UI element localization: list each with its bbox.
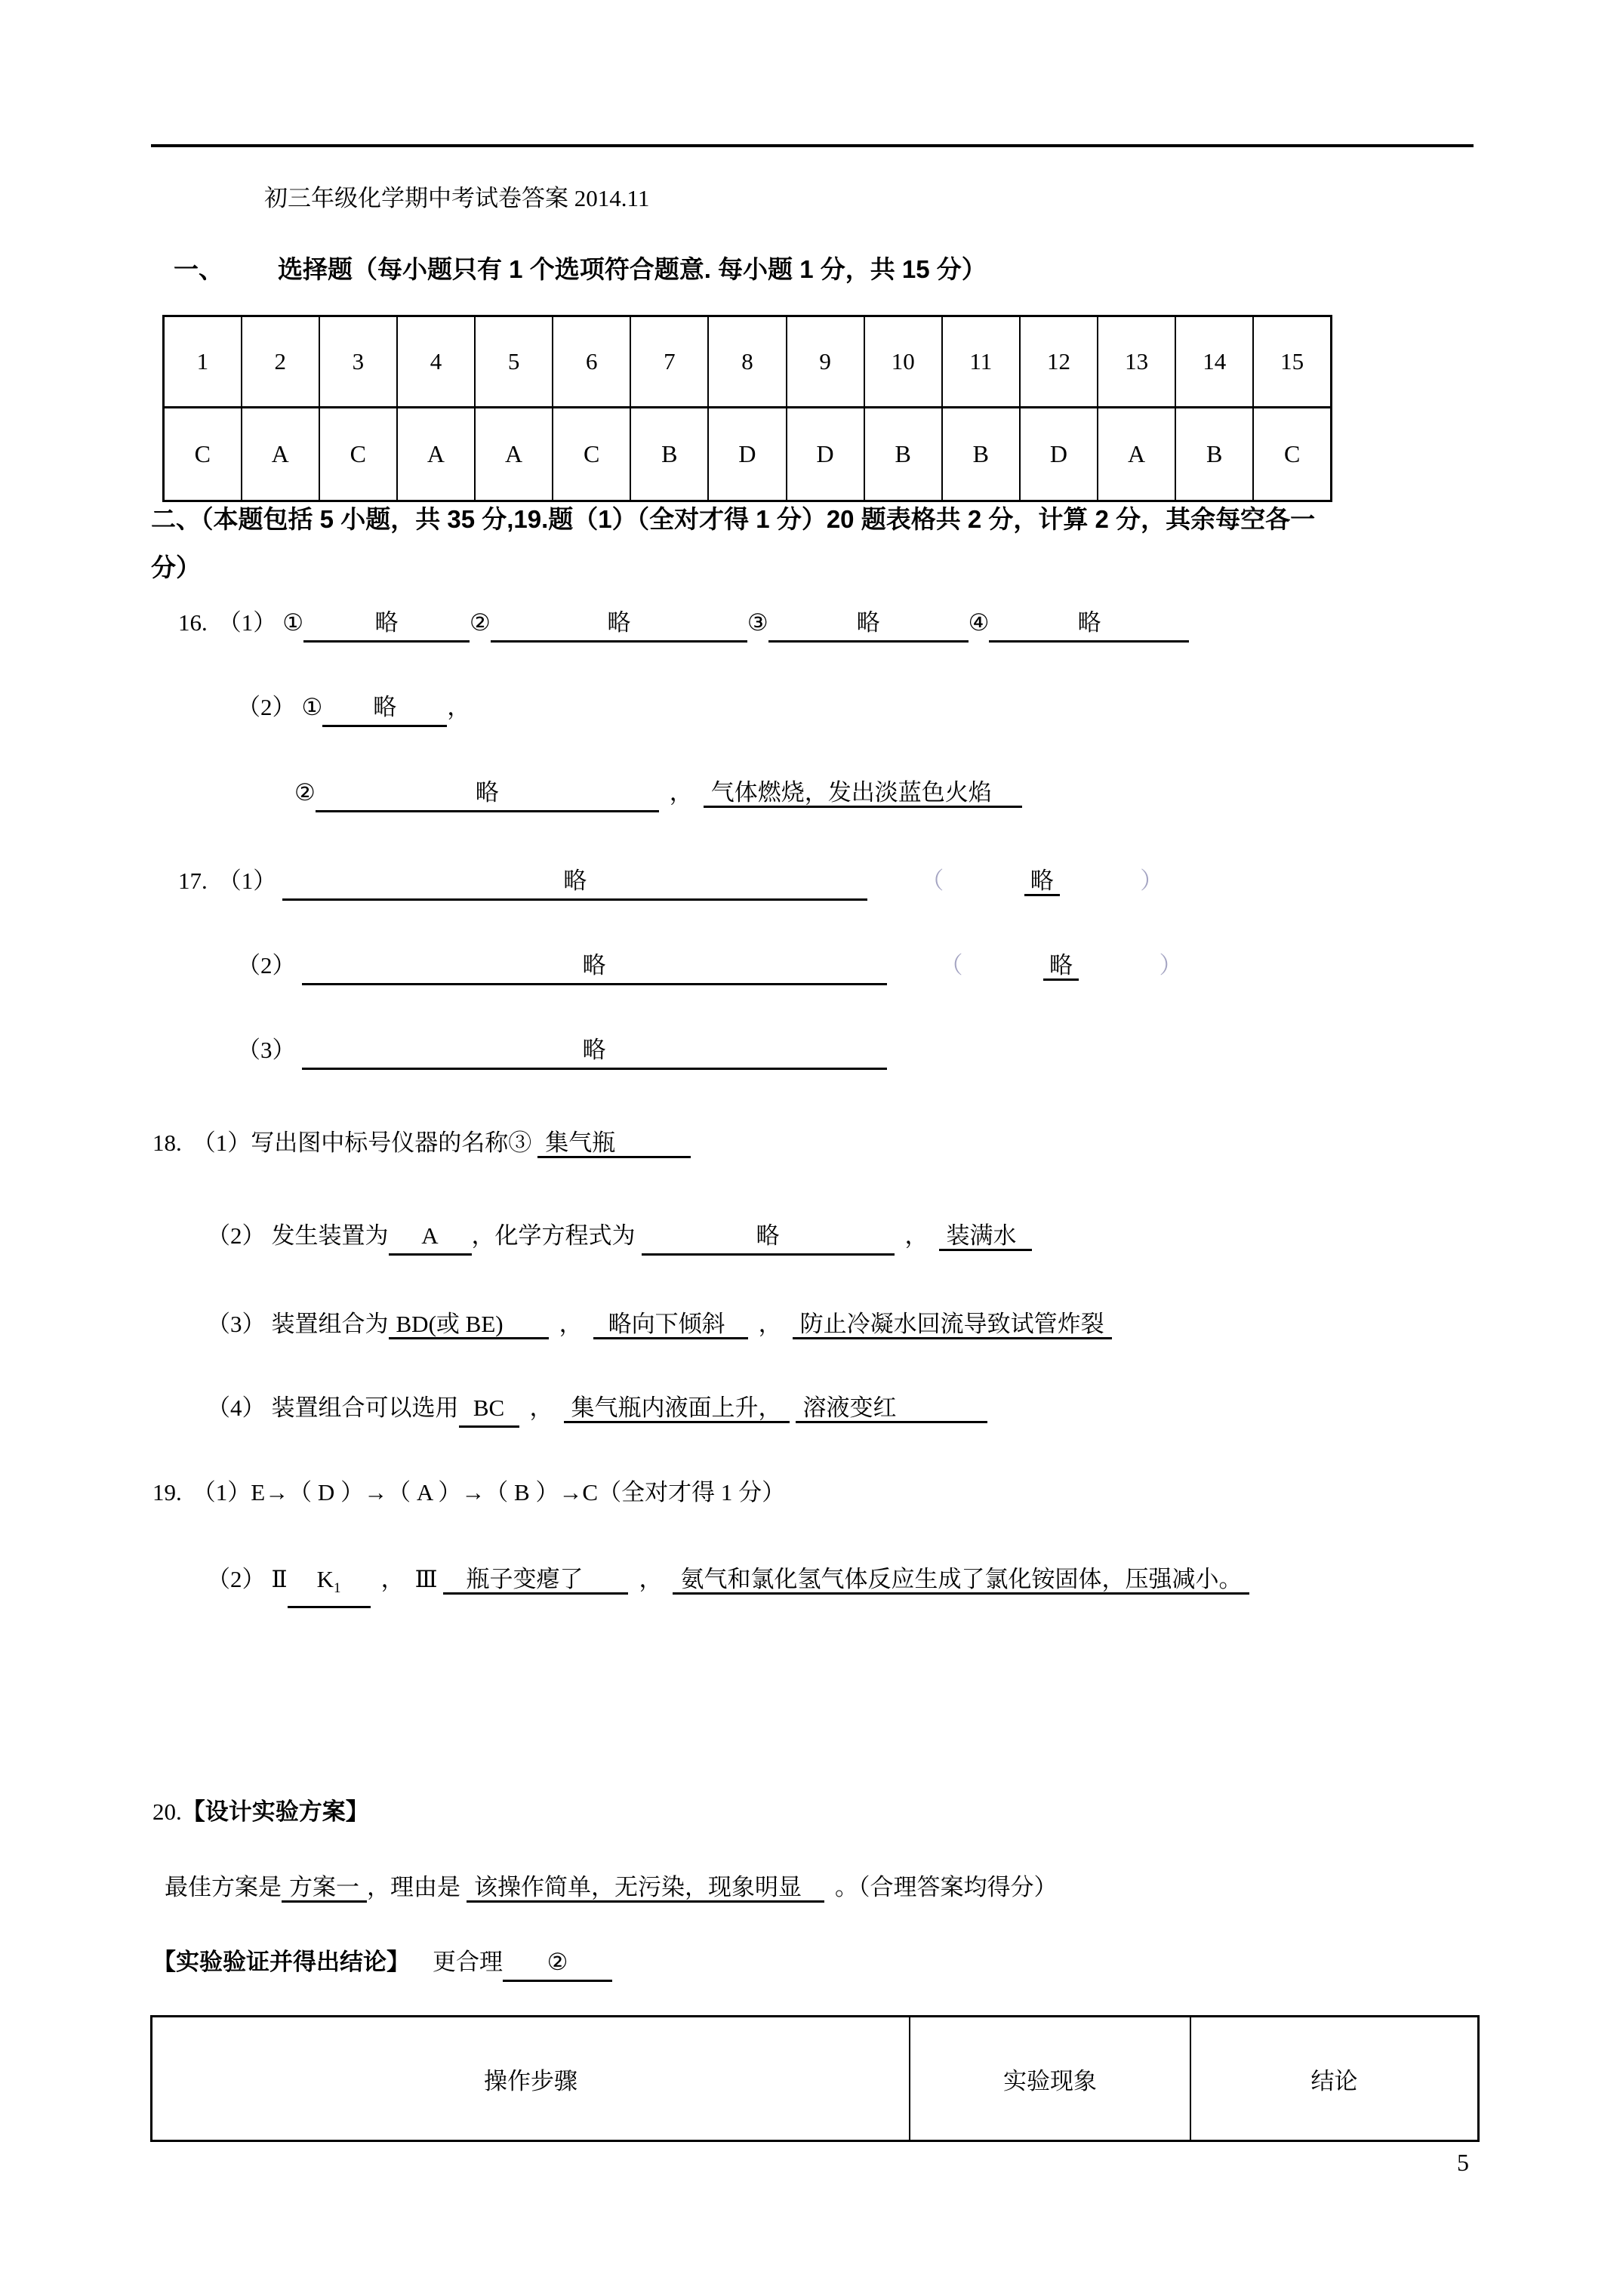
paren-answer-box: [963, 948, 1160, 983]
answer-k-subscript: 1: [334, 1580, 341, 1597]
answer-cell: C: [319, 408, 397, 501]
q17-row2-label: （2）: [237, 952, 296, 978]
question-number-cell: 9: [787, 316, 864, 408]
experiment-table-header-phenomenon: 实验现象: [910, 2017, 1190, 2141]
answer-blank: 略: [768, 606, 969, 643]
q16-part2b: [294, 775, 1022, 812]
question-number-cell: 8: [708, 316, 786, 408]
q16-part2-label: （2）: [237, 694, 296, 720]
experiment-table-header-row: [152, 2017, 1479, 2141]
q18-part2-text1: 发生装置为: [271, 1222, 389, 1249]
answer-blank: 略: [303, 606, 470, 643]
answer-cell: B: [864, 408, 942, 501]
q18-part1-label: （1）: [192, 1130, 251, 1156]
q20-head-text: 【设计实验方案】: [181, 1798, 369, 1825]
answer-table-number-row: [164, 316, 1332, 408]
answer-blank: 略: [282, 864, 867, 901]
comma: ，: [669, 779, 693, 806]
question-number-cell: 12: [1020, 316, 1098, 408]
question-number-cell: 2: [242, 316, 319, 408]
q19-part2: [207, 1562, 1249, 1608]
answer-cell: C: [1253, 408, 1331, 501]
question-number-cell: 6: [553, 316, 630, 408]
header-rule: [151, 144, 1474, 147]
circled-1: ①: [282, 609, 304, 636]
comma: ，: [447, 694, 471, 720]
answer-text: BD(或 BE): [389, 1311, 549, 1339]
q17-row1: [178, 864, 1163, 901]
q20-heading: [152, 1795, 369, 1829]
page-title: 初三年级化学期中考试卷答案 2014.11: [264, 185, 650, 211]
roman-III: Ⅲ: [414, 1566, 438, 1592]
section2-line2: 分）: [151, 553, 201, 581]
answer-cell: D: [787, 408, 864, 501]
experiment-table: [150, 2015, 1480, 2142]
q20-line1-text2: ，理由是: [367, 1874, 460, 1900]
q17-row3: [237, 1033, 887, 1070]
experiment-table-header-conclusion: 结论: [1190, 2017, 1478, 2141]
answer-blank: 略: [302, 1033, 887, 1070]
q17-row1-label: （1）: [217, 868, 277, 894]
q20-line1-text1: 最佳方案是: [165, 1874, 282, 1900]
answer-blank: A: [389, 1219, 472, 1256]
q16-part1: [178, 606, 1189, 643]
answer-k: K: [316, 1566, 334, 1592]
answer-cell: A: [397, 408, 475, 501]
q18-part2-text2: ，化学方程式为: [471, 1222, 636, 1249]
answer-text: 溶液变红: [796, 1395, 987, 1423]
q19-part1-text: E→（ D ）→（ A ）→（ B ）→C（全对才得 1 分）: [251, 1479, 786, 1505]
q17-row3-label: （3）: [237, 1037, 296, 1063]
circled-1: ①: [301, 694, 323, 720]
answer-cell: A: [475, 408, 553, 501]
answer-cell: A: [1098, 408, 1175, 501]
answer-text: 集气瓶: [537, 1130, 691, 1158]
answer-cell: D: [708, 408, 786, 501]
q17-number: 17.: [178, 868, 208, 894]
q18-part3-label: （3）: [207, 1311, 266, 1337]
question-number-cell: 1: [164, 316, 242, 408]
answer-text: 该操作简单，无污染，现象明显: [467, 1874, 824, 1903]
answer-text: 防止冷凝水回流导致试管炸裂: [793, 1311, 1112, 1339]
q18-part4: [207, 1391, 987, 1428]
answer-text: 集气瓶内液面上升，: [564, 1395, 790, 1423]
q20-number: 20.: [152, 1798, 182, 1825]
question-number-cell: 7: [630, 316, 708, 408]
question-number-cell: 5: [475, 316, 553, 408]
question-number-cell: 3: [319, 316, 397, 408]
answer-cell: C: [164, 408, 242, 501]
comma: ，: [758, 1311, 782, 1337]
comma: ，: [529, 1395, 553, 1421]
answer-cell: B: [1175, 408, 1253, 501]
open-paren: （: [939, 952, 963, 978]
q20-line2-head: 【实验验证并得出结论】: [152, 1949, 410, 1975]
answer-blank: 略: [322, 690, 447, 727]
answer-blank: 略: [642, 1219, 895, 1256]
question-number-cell: 4: [397, 316, 475, 408]
section2-line1: 二、（本题包括 5 小题，共 35 分,19.题（1）（全对才得 1 分）20 题表格共 2 分，计算 2 分，其余每空各一: [151, 505, 1316, 533]
answer-blank: 略: [989, 606, 1189, 643]
q16-part2: [237, 690, 470, 727]
open-paren: （: [920, 868, 944, 894]
roman-II: Ⅱ: [271, 1566, 288, 1592]
close-paren: ）: [1140, 868, 1164, 894]
paren-answer-box: [944, 864, 1140, 898]
section1-text: 选择题（每小题只有 1 个选项符合题意. 每小题 1 分，共 15 分）: [278, 255, 987, 283]
answer-cell: D: [1020, 408, 1098, 501]
answer-text: 略: [1024, 868, 1060, 896]
comma: ，: [559, 1311, 583, 1337]
answer-table: [162, 315, 1332, 502]
question-number-cell: 14: [1175, 316, 1253, 408]
q18-number: 18.: [152, 1130, 182, 1156]
q18-part4-text1: 装置组合可以选用: [271, 1395, 459, 1421]
q20-line1: [165, 1870, 1058, 1905]
q18-part1-text: 写出图中标号仪器的名称③: [251, 1130, 532, 1156]
answer-table-answer-row: [164, 408, 1332, 501]
q18-part4-label: （4）: [207, 1395, 266, 1421]
comma: ，: [639, 1566, 663, 1592]
q19-number: 19.: [152, 1479, 182, 1505]
q20-line2: [152, 1945, 612, 1982]
circled-4: ④: [968, 609, 990, 636]
q19-part1-label: （1）: [192, 1479, 251, 1505]
answer-text: 气体燃烧，发出淡蓝色火焰: [704, 779, 1022, 808]
q19-part2-label: （2）: [207, 1566, 266, 1592]
q16-part1-label: （1）: [217, 609, 277, 636]
q20-line1-text3: 。（合理答案均得分）: [835, 1874, 1058, 1900]
answer-text: 略向下倾斜: [593, 1311, 748, 1339]
question-number-cell: 13: [1098, 316, 1175, 408]
question-number-cell: 10: [864, 316, 942, 408]
q18-part2: [207, 1219, 1032, 1256]
q16-number: 16.: [178, 609, 208, 636]
section1-heading: [174, 252, 987, 287]
q20-line2-text: 更合理: [433, 1949, 503, 1975]
close-paren: ）: [1159, 952, 1183, 978]
q18-part3: [207, 1307, 1112, 1342]
q18-part3-text1: 装置组合为: [271, 1311, 389, 1337]
answer-cell: A: [242, 408, 319, 501]
answer-text: 氨气和氯化氢气体反应生成了氯化铵固体，压强减小。: [673, 1566, 1249, 1595]
answer-cell: B: [630, 408, 708, 501]
question-number-cell: 15: [1253, 316, 1331, 408]
q17-row2: [237, 948, 1183, 985]
answer-blank: 略: [302, 948, 887, 985]
section2-heading: [151, 495, 1315, 592]
page-number: 5: [1457, 2149, 1469, 2176]
comma: ，: [380, 1566, 405, 1592]
answer-text: 装满水: [939, 1222, 1032, 1251]
answer-blank: 略: [316, 775, 659, 812]
answer-text: 略: [1043, 952, 1079, 981]
q18-part2-label: （2）: [207, 1222, 266, 1249]
circled-3: ③: [747, 609, 768, 636]
comma: ，: [904, 1222, 929, 1249]
section1-marker: 一、: [174, 255, 223, 283]
answer-blank: BC: [459, 1391, 519, 1428]
answer-blank: 略: [491, 606, 747, 643]
q18-part1: [152, 1126, 691, 1160]
answer-cell: C: [553, 408, 630, 501]
question-number-cell: 11: [942, 316, 1020, 408]
circled-2: ②: [294, 779, 316, 806]
experiment-table-header-steps: 操作步骤: [152, 2017, 910, 2141]
answer-cell: B: [942, 408, 1020, 501]
answer-text: 瓶子变瘪了: [443, 1566, 628, 1595]
circled-2: ②: [470, 609, 491, 636]
answer-blank: [288, 1562, 371, 1608]
answer-blank: ②: [503, 1945, 612, 1982]
q19-part1: [152, 1475, 785, 1510]
answer-text: 方案一: [282, 1874, 367, 1903]
